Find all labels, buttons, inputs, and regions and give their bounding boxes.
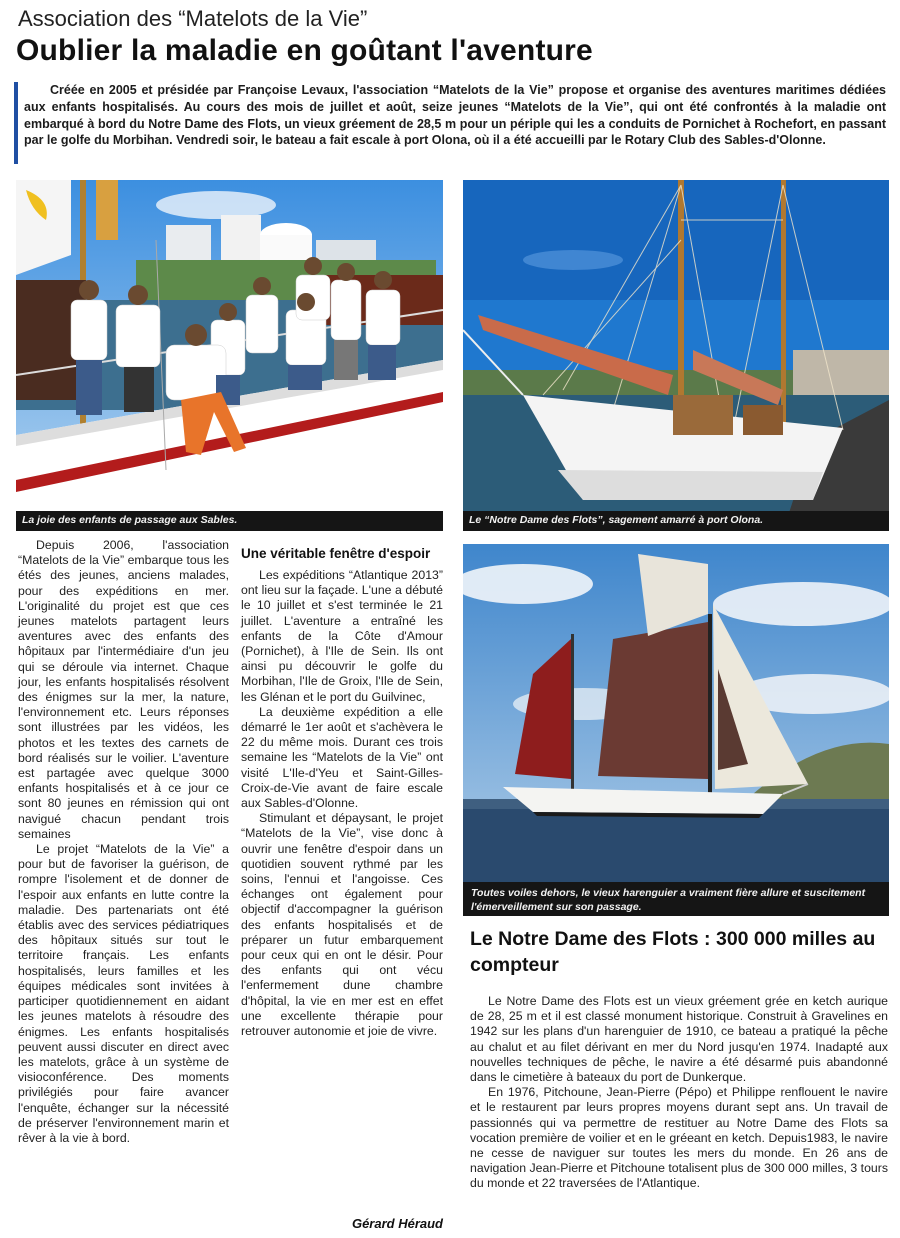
- article-column-1: [18, 538, 229, 1146]
- lead-accent-bar: [14, 82, 18, 164]
- article-subhead: Une véritable fenêtre d'espoir: [241, 546, 431, 561]
- author-signature: Gérard Héraud: [351, 1216, 443, 1231]
- article-paragraph: La deuxième expédition a elle démarré le 1er août et s'achèvera le 22 du même mois. Durant ces trois semaine les “Matelots de la Vie” ont visité L'Ile-d'Yeu et Saint-Gilles-Croix-de-Vie avant de faire escale aux Sables-d'Olonne.: [241, 704, 443, 811]
- photo-moored-ship-image: [463, 180, 889, 531]
- article-paragraph: Depuis 2006, l'association “Matelots de la Vie” embarque tous les étés des jeunes, anciens malades, pour des expéditions en mer. L'originalité du projet est que ces jeunes matelots partagent leurs aventures avec des enfants des hôpitaux par l'intermédiaire d'un jeu qui se déroule via internet. Chaque jour, les enfants hospitalisés résolvent des énigmes sur la mer, la nature, l'environnement etc. Leurs réponses sont illustrées par les vidéos, les photos et les textes des carnets de bord réalisés sur le voilier. L'aventure est partagée avec quelque 3000 enfants hospitalisés et à ce jour ce sont 80 jeunes en rémission qui ont navigué chacun pendant trois semaines: [18, 538, 229, 841]
- box-title: Le Notre Dame des Flots : 300 000 milles au compteur: [470, 928, 876, 976]
- article-paragraph: Stimulant et dépaysant, le projet “Matelots de la Vie”, vise donc à ouvrir une fenêtre d'espoir dans un quotidien souvent rythmé par les soins, l'ennui et l'angoisse. Ces échanges ont également pour objectif d'accompagner la guérison des enfants hospitalisés et de préparer un futur embarquement pour ceux qui en ont le désir. Pour des enfants qui ont vécu l'enfermement dune chambre d'hôpital, la vie en mer est en effet une excellente thérapie pour retrouver autonomie et joie de vivre.: [241, 811, 443, 1039]
- photo-children-on-boat: [16, 180, 443, 531]
- box-text: [470, 994, 888, 1192]
- photo-children-image: [16, 180, 443, 531]
- article-paragraph: Le projet “Matelots de la Vie” a pour but de favoriser la guérison, de rompre l'isolement et de donner de l'espoir aux enfants en lutte contre la maladie. Des partenariats ont été établis avec des services pédiatriques des hôpitaux situés sur tout le territoire français. Les enfants hospitalisés, leurs familles et les équipes médicales sont invitées à participer quotidiennement en aidant les jeunes matelots à résoudre des énigmes. Les enfants hospitalisés peuvent aussi discuter en direct avec les matelots, grâce à un système de visioconférence. Des moments privilégiés pour faire avancer l'enquête, échanger sur la nécessité de préserver l'environnement marin et rêver à la vie à bord.: [18, 842, 229, 1145]
- kicker: Association des “Matelots de la Vie”: [18, 6, 368, 31]
- article-column-2: [241, 538, 443, 1039]
- photo-sailing-ketch-image: [463, 544, 889, 916]
- box-paragraph: En 1976, Pitchoune, Jean-Pierre (Pépo) et Philippe renflouent le navire et le restaurent par leurs propres moyens durant sept ans. Un travail de passionnés qui va permettre de restituer au Notre Dame des Flots sa vocation première de voilier et en le gréeant en ketch. Depuis1983, le navire ne cesse de naviguer sur toutes les mers du monde. En 26 ans de navigation Jean-Pierre et Pitchoune totalisent plus de 300 000 milles, 3 tours du monde et 22 traversées de l'Atlantique.: [470, 1085, 888, 1191]
- headline: Oublier la maladie en goûtant l'aventure: [16, 34, 593, 67]
- photo-sailing-ketch: [463, 544, 889, 916]
- box-paragraph: Le Notre Dame des Flots est un vieux gréement grée en ketch aurique de 28, 25 m et il est classé monument historique. Construit à Gravelines en 1942 sur les plans d'un harenguier de 1910, ce bateau a pratiqué la pêche au chalut et au filet dérivant en mer du Nord jusqu'en 1974. Inadapté aux nouvelles techniques de pêche, le navire a été désarmé puis abandonné dans le cimetière à bateaux du port de Dunkerque.: [470, 994, 888, 1085]
- photo-caption: La joie des enfants de passage aux Sables.: [16, 511, 443, 531]
- lead-paragraph: Créée en 2005 et présidée par Françoise Levaux, l'association “Matelots de la Vie” propose et organise des aventures maritimes dédiées aux enfants hospitalisés. Au cours des mois de juillet et août, seize jeunes “Matelots de la Vie”, qui ont été confrontés à la maladie ont embarqué à bord du Notre Dame des Flots, un vieux gréement de 28,5 m pour un périple qui les a conduits de Pornichet à Rochefort, en passant par le golfe du Morbihan. Vendredi soir, le bateau a fait escale à port Olona, où il a été accueilli par le Rotary Club des Sables-d'Olonne.: [24, 83, 886, 148]
- photo-moored-ship: [463, 180, 889, 531]
- article-paragraph: Les expéditions “Atlantique 2013” ont lieu sur la façade. L'une a débuté le 10 juillet et s'est terminée le 21 juillet. L'aventure a entraîné les enfants de la Côte d'Amour (Pornichet), à l'Ile de Sein. Ils ont ainsi pu découvrir le golfe du Morbihan, l'Ile de Groix, l'Ile de Sein, les Glénan et le port du Guilvinec,: [241, 568, 443, 704]
- photo-caption: Le “Notre Dame des Flots”, sagement amarré à port Olona.: [463, 511, 889, 531]
- photo-caption: Toutes voiles dehors, le vieux harenguier a vraiment fière allure et suscitement l'émerveillement sur son passage.: [463, 882, 889, 916]
